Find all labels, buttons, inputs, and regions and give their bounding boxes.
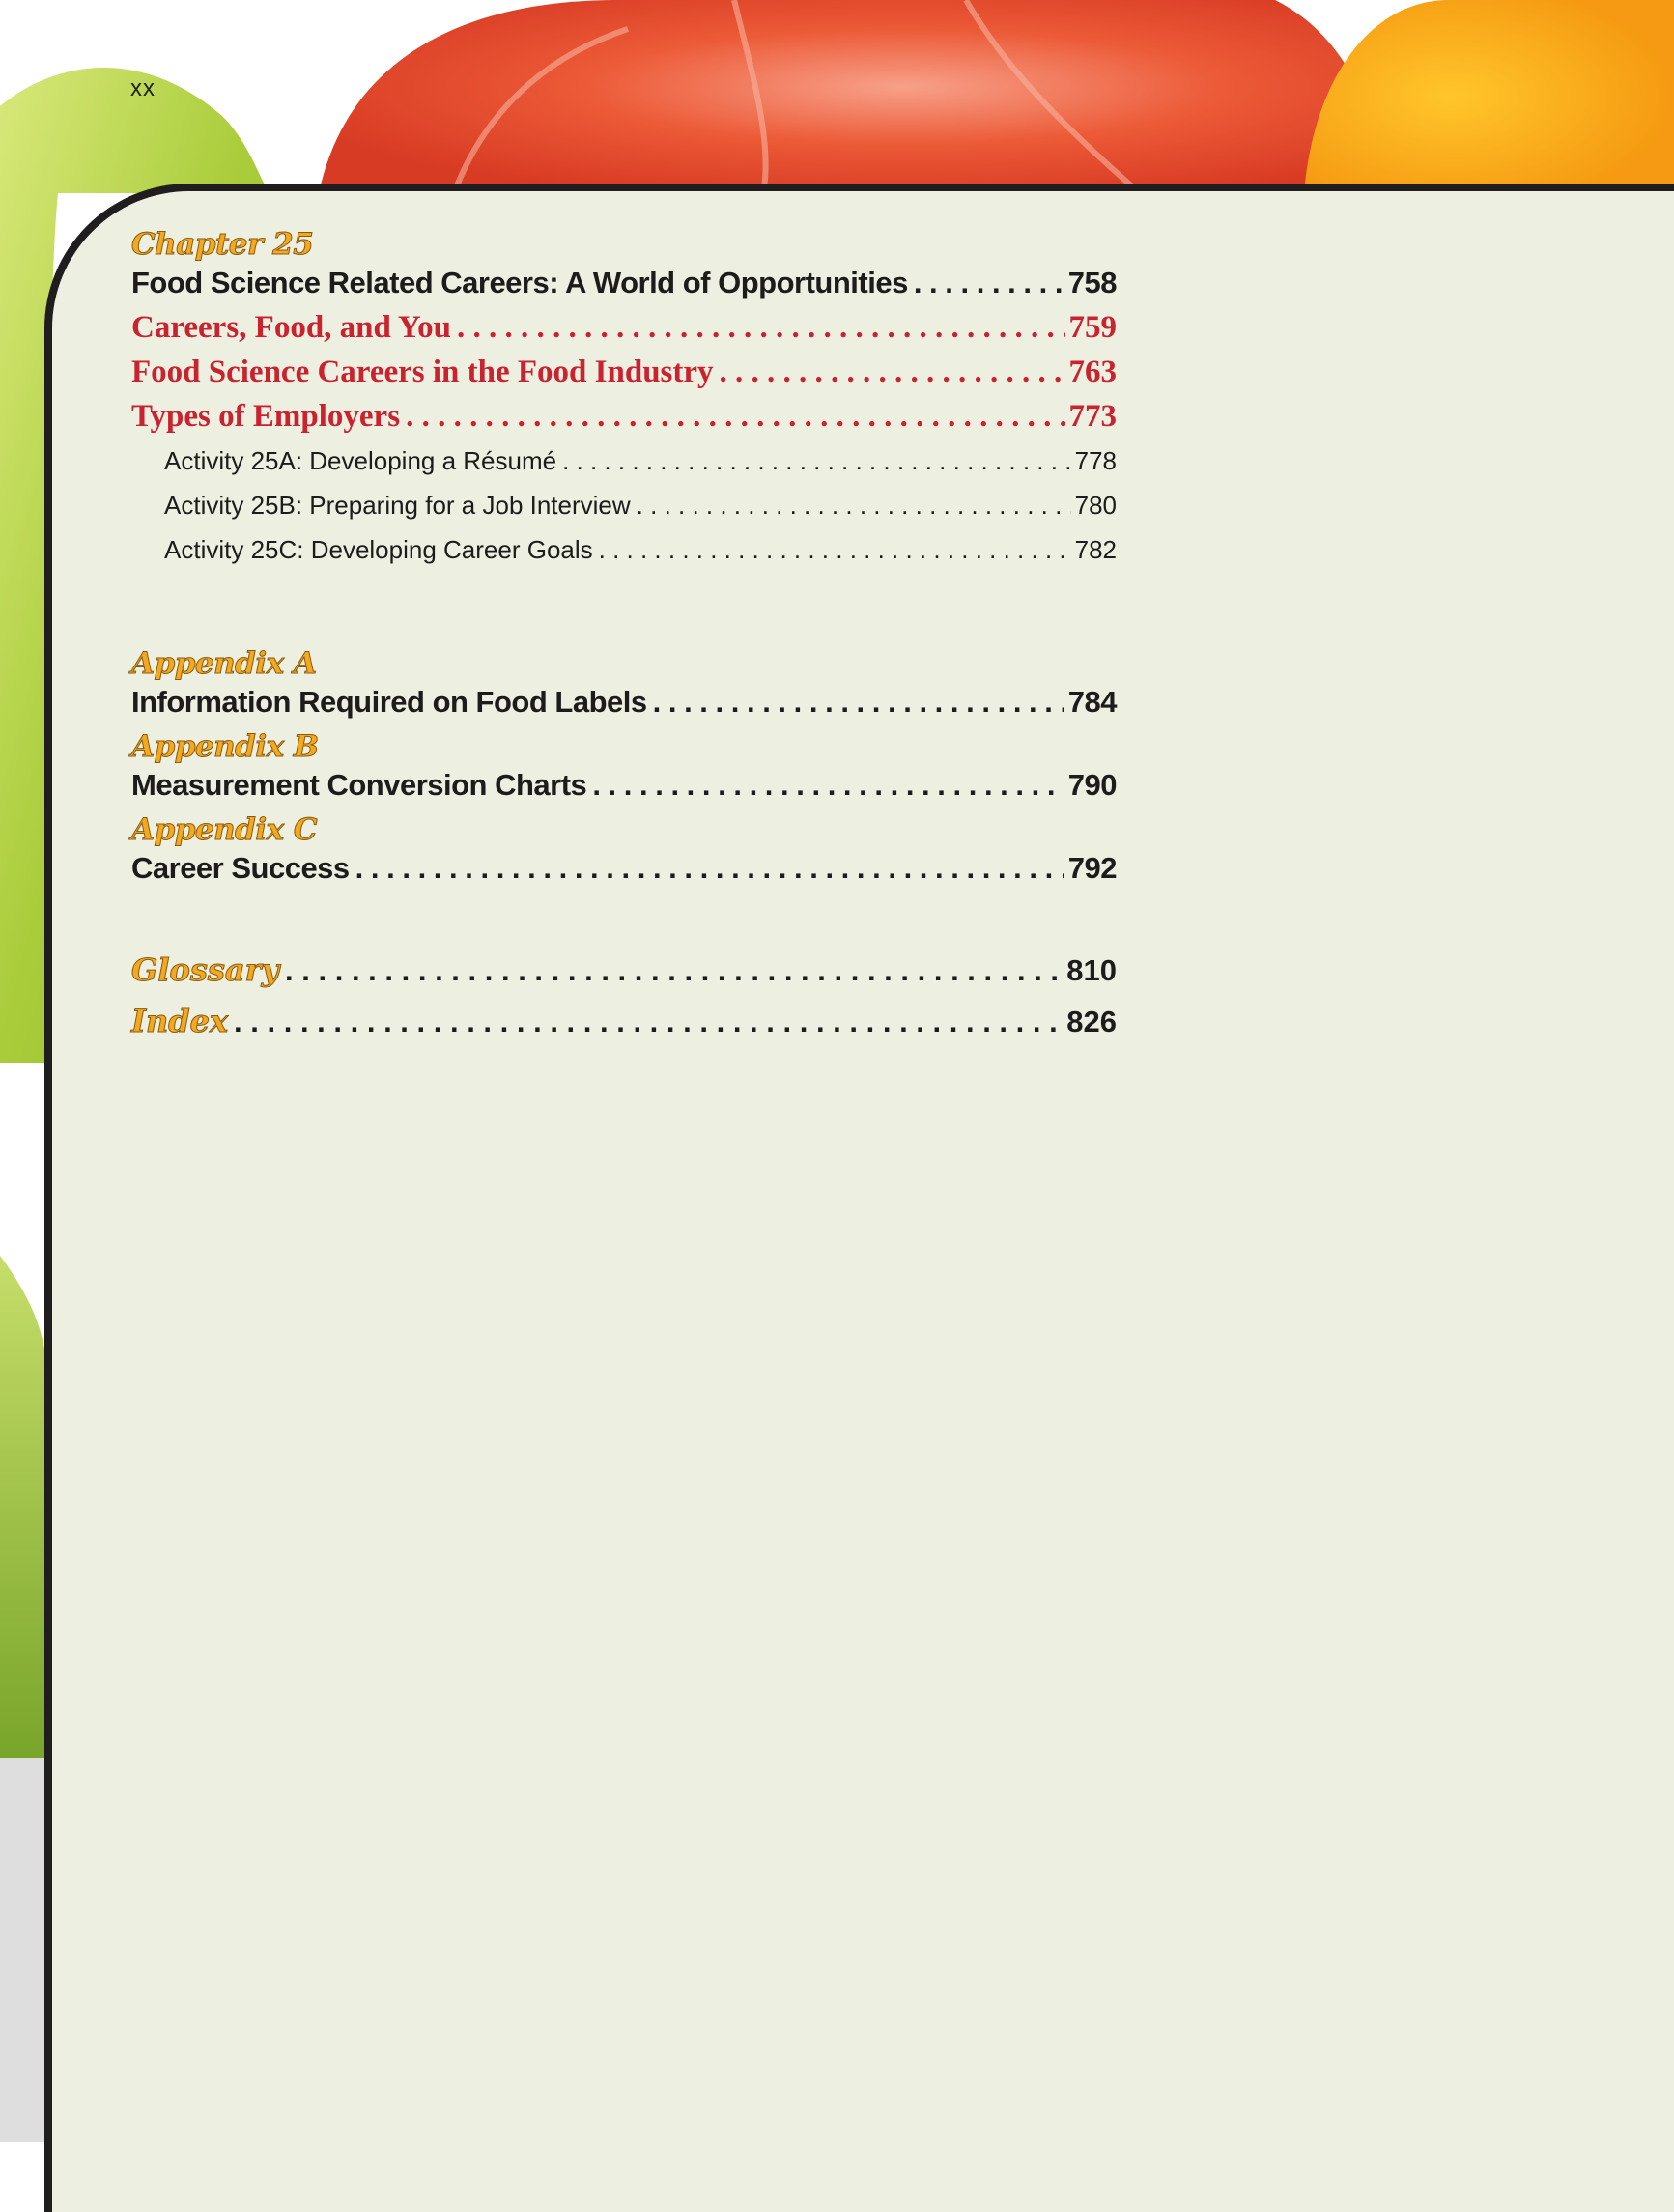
leader-dots [914,261,1064,305]
entry-page: 792 [1067,851,1117,886]
toc-entry-activity[interactable] [131,439,1117,483]
toc-entry-chapter-title[interactable] [131,261,1117,305]
page-number: xx [130,75,156,101]
entry-page: 782 [1074,535,1117,565]
toc-entry-appendix[interactable] [131,763,1117,808]
entry-label: Measurement Conversion Charts [131,768,587,803]
entry-label: Glossary [131,951,280,989]
entry-label: Career Success [131,851,350,886]
table-of-contents [131,228,1117,1047]
entry-label: Food Science Related Careers: A World of Opportunities [131,266,908,300]
entry-label: Activity 25C: Developing Career Goals [164,535,593,565]
toc-entry-section[interactable] [131,394,1117,439]
toc-entry-glossary[interactable] [131,945,1117,996]
leader-dots [406,394,1064,439]
leader-dots [720,350,1065,394]
toc-entry-activity[interactable] [131,527,1117,572]
toc-entry-index[interactable] [131,996,1117,1047]
entry-label: Activity 25B: Preparing for a Job Interview [164,491,631,521]
entry-page: 790 [1067,768,1117,803]
leader-dots [562,439,1071,483]
chapter-heading: Chapter 25 [131,227,314,262]
entry-page: 778 [1074,446,1117,476]
leader-dots [653,680,1064,724]
entry-label: Information Required on Food Labels [131,685,647,720]
entry-page: 826 [1066,1005,1117,1039]
entry-label: Food Science Careers in the Food Industry [131,354,714,390]
entry-page: 758 [1067,266,1117,300]
entry-page: 763 [1068,354,1117,390]
toc-entry-activity[interactable] [131,483,1117,527]
entry-page: 784 [1067,685,1117,720]
entry-page: 759 [1068,310,1117,346]
toc-entry-section[interactable] [131,305,1117,350]
appendix-heading: Appendix C [131,812,318,848]
entry-page: 810 [1066,953,1117,988]
entry-label: Index [131,1003,229,1040]
entry-page: 780 [1074,491,1117,521]
leader-dots [637,483,1071,527]
toc-entry-appendix[interactable] [131,846,1117,891]
appendix-heading: Appendix A [131,646,317,682]
entry-page: 773 [1068,399,1117,435]
entry-label: Careers, Food, and You [131,310,451,346]
appendix-heading: Appendix B [131,729,319,765]
toc-entry-appendix[interactable] [131,680,1117,724]
toc-entry-section[interactable] [131,350,1117,394]
entry-label: Activity 25A: Developing a Résumé [164,446,557,476]
leader-dots [355,846,1064,891]
leader-dots [285,946,1063,996]
leader-dots [599,527,1071,572]
leader-dots [457,305,1065,350]
entry-label: Types of Employers [131,399,401,435]
leader-dots [592,763,1064,808]
leader-dots [234,997,1063,1047]
